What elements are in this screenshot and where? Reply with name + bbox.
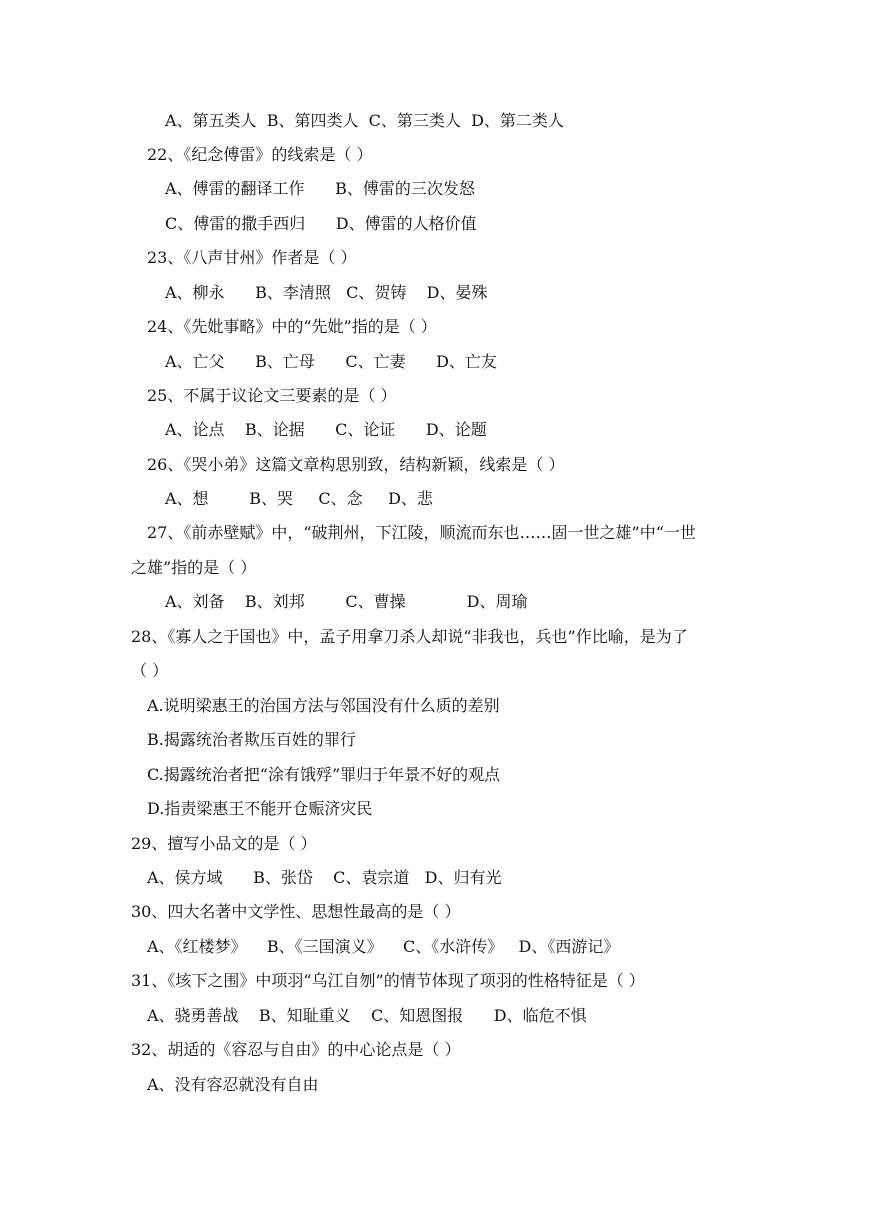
q28-option-a: A.说明梁惠王的治国方法与邻国没有什么质的差别 [147,696,500,715]
q22-question: 22、《纪念傅雷》的线索是（ ） [147,145,373,164]
q22-options-ab: A、傅雷的翻译工作 B、傅雷的三次发怒 [165,179,475,198]
q31-question: 31、《垓下之围》中项羽“乌江自刎”的情节体现了项羽的性格特征是（ ） [131,971,645,990]
q28-option-b: B.揭露统治者欺压百姓的罪行 [147,730,356,749]
q26-options: A、想 B、哭 C、念 D、悲 [165,489,433,508]
q30-options: A、《红楼梦》 B、《三国演义》 C、《水浒传》 D、《西游记》 [147,937,620,956]
q32-question: 32、胡适的《容忍与自由》的中心论点是（ ） [131,1040,461,1059]
q32-option-a: A、没有容忍就没有自由 [147,1075,319,1094]
q24-options: A、亡父 B、亡母 C、亡妻 D、亡友 [165,352,497,371]
q23-options: A、柳永 B、李清照 C、贺铸 D、晏殊 [165,283,488,302]
q28-question: 28、《寡人之于国也》中，孟子用拿刀杀人却说“非我也，兵也”作比喻，是为了 [131,627,688,646]
q25-options: A、论点 B、论据 C、论证 D、论题 [165,420,487,439]
q27-question: 27、《前赤壁赋》中，“破荆州，下江陵，顺流而东也……固一世之雄”中“一世 [147,523,696,542]
q29-options: A、侯方域 B、张岱 C、袁宗道 D、归有光 [147,868,502,887]
q26-question: 26、《哭小弟》这篇文章构思别致，结构新颖，线索是（ ） [147,455,565,474]
q21-options: A、第五类人 B、第四类人 C、第三类人 D、第二类人 [165,111,564,130]
q28-option-d: D.指责梁惠王不能开仓赈济灾民 [147,799,373,818]
q25-question: 25、不属于议论文三要素的是（ ） [147,386,397,405]
q27-question-cont: 之雄”指的是（ ） [131,558,257,577]
q31-options: A、骁勇善战 B、知耻重义 C、知恩图报 D、临危不惧 [147,1006,587,1025]
q30-question: 30、四大名著中文学性、思想性最高的是（ ） [131,902,461,921]
q29-question: 29、擅写小品文的是（ ） [131,834,317,853]
q22-options-cd: C、傅雷的撒手西归 D、傅雷的人格价值 [165,214,477,233]
q24-question: 24、《先妣事略》中的“先妣”指的是（ ） [147,317,437,336]
q27-options: A、刘备 B、刘邦 C、曹操 D、周瑜 [165,592,528,611]
q28-option-c: C.揭露统治者把“涂有饿殍”罪归于年景不好的观点 [147,765,501,784]
q28-question-cont: （ ） [131,661,169,680]
q23-question: 23、《八声甘州》作者是（ ） [147,248,357,267]
